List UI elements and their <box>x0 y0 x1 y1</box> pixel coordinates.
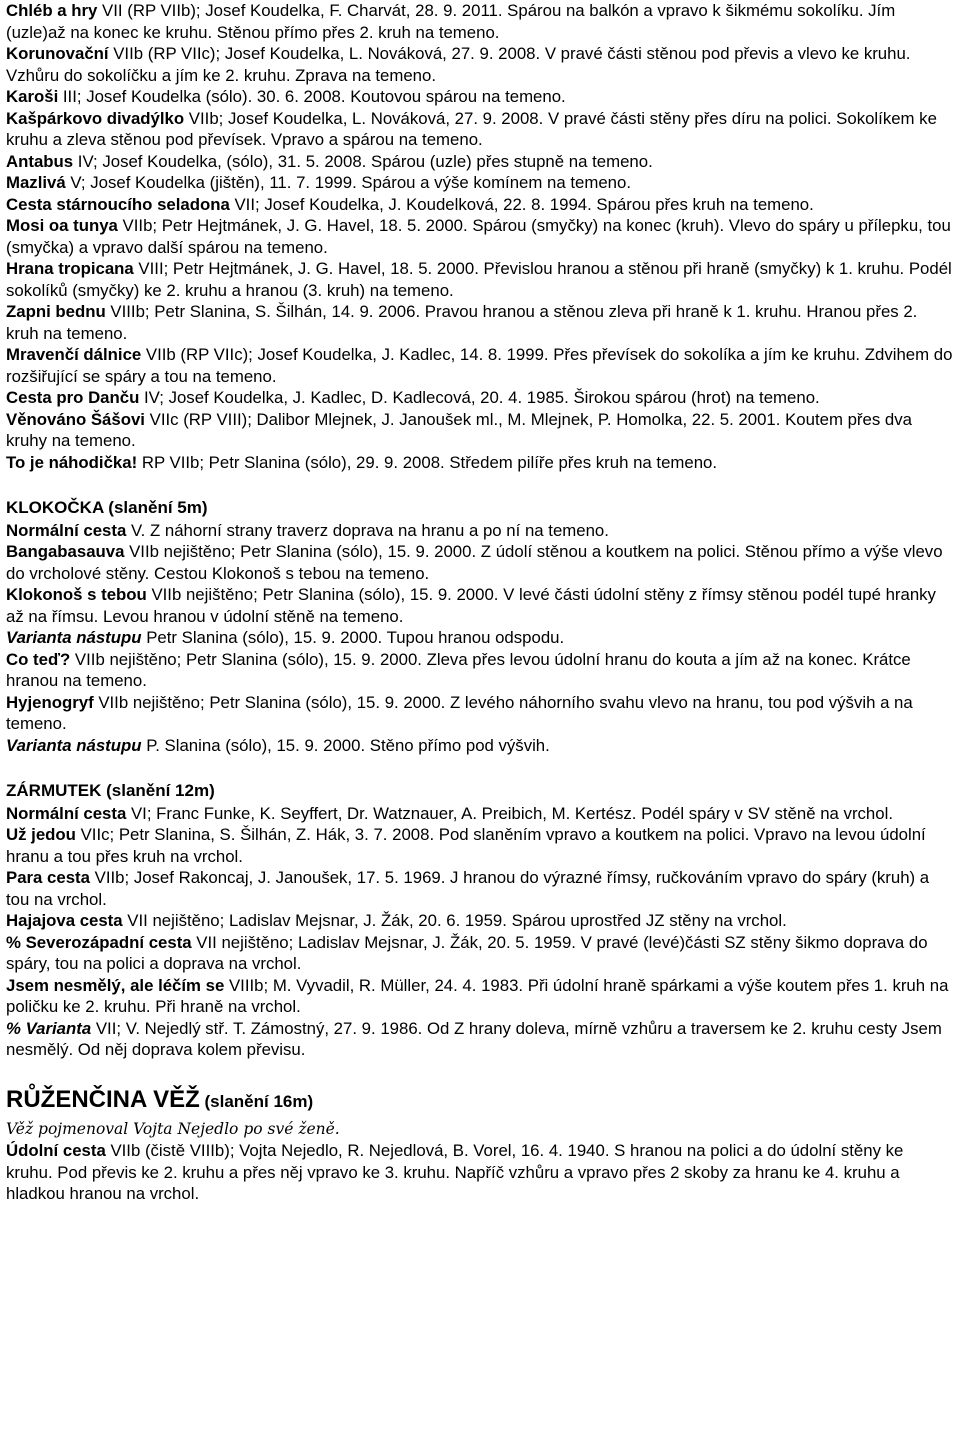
route-entry <box>6 215 954 258</box>
route-description: VIIb nejištěno; Petr Slanina (sólo), 15. 9. 2000. Z údolí stěnou a koutkem na polici. Stěnou přímo a výše vlevo do vrcholové stěny. Cestou Klokonoš s tebou na temeno. <box>6 542 943 583</box>
section-zarmutek <box>6 778 954 1061</box>
section-spacer <box>6 473 954 495</box>
route-description: P. Slanina (sólo), 15. 9. 2000. Stěno přímo pod výšvih. <box>141 735 550 755</box>
route-name: Cesta pro Danču <box>6 388 140 407</box>
route-entry <box>6 692 954 735</box>
route-list-continued <box>6 0 954 473</box>
section-klokocka <box>6 495 954 757</box>
route-entry <box>6 452 954 474</box>
route-entry <box>6 867 954 910</box>
route-name: Klokonoš s tebou <box>6 585 147 604</box>
route-name: Mosi oa tunya <box>6 216 118 235</box>
route-entry <box>6 301 954 344</box>
route-description: VIIb; Josef Koudelka, L. Nováková, 27. 9. 2008. V pravé části stěny přes díru na polici. Sokolíkem ke kruhu a zleva stěnou pod převísek. Vpravo a spárou na temeno. <box>6 108 937 149</box>
section-title-note: (slanění 16m) <box>199 1092 314 1111</box>
route-name: Mravenčí dálnice <box>6 345 142 364</box>
route-description: III; Josef Koudelka (sólo). 30. 6. 2008. Koutovou spárou na temeno. <box>58 87 566 106</box>
route-description: VIIb nejištěno; Petr Slanina (sólo), 15. 9. 2000. V levé části údolní stěny z římsy stěnou podél tupé hranky až na římsu. Levou hranou v údolní stěně na temeno. <box>6 585 936 626</box>
route-entry <box>6 627 954 649</box>
route-description: VIIb; Josef Rakoncaj, J. Janoušek, 17. 5. 1969. J hranou do výrazné římsy, ručkováním vpravo do spáry (kruh) a tou na vrchol. <box>6 868 930 909</box>
route-description: VIIb nejištěno; Petr Slanina (sólo), 15. 9. 2000. Zleva přes levou údolní hranu do kouta a jím až na konec. Krátce hranou na temeno. <box>6 649 911 690</box>
route-name: Korunovační <box>6 44 109 63</box>
route-entry <box>6 409 954 452</box>
route-name: Para cesta <box>6 868 90 887</box>
section-title-main: RŮŽENČINA VĚŽ <box>6 1086 200 1113</box>
route-entry <box>6 108 954 151</box>
route-description: IV; Josef Koudelka, J. Kadlec, D. Kadlecová, 20. 4. 1985. Širokou spárou (hrot) na temeno. <box>139 388 820 407</box>
route-description: VIIb nejištěno; Petr Slanina (sólo), 15. 9. 2000. Z levého náhorního svahu vlevo na hranu, tou pod výšvih a na temeno. <box>6 692 913 733</box>
route-entry <box>6 194 954 216</box>
section-spacer <box>6 1061 954 1083</box>
route-description: VIII; Petr Hejtmánek, J. G. Havel, 18. 5. 2000. Převislou hranou a stěnou při hraně (smyčky) k 1. kruhu. Podél sokolíků (smyčky) ke 2. kruhu a hranou (3. kruh) na temeno. <box>6 259 952 300</box>
route-name: Normální cesta <box>6 520 127 540</box>
route-entry <box>6 735 954 757</box>
route-entry <box>6 649 954 692</box>
route-description: VIIb (čistě VIIIb); Vojta Nejedlo, R. Nejedlová, B. Vorel, 16. 4. 1940. S hranou na polici a do údolní stěny ke kruhu. Pod převis ke 2. kruhu a přes něj vpravo ke 3. kruhu. Napříč vzhůru a vpravo přes 2 skoby za hranu ke 4. kruhu a hladkou hranou na vrchol. <box>6 1141 904 1203</box>
section-title <box>6 1082 954 1118</box>
route-entry <box>6 172 954 194</box>
route-name: Kašpárkovo divadýlko <box>6 108 185 128</box>
route-name: % Varianta <box>6 1018 92 1038</box>
route-entry <box>6 824 954 867</box>
route-description: VII nejištěno; Ladislav Mejsnar, J. Žák, 20. 5. 1959. V pravé (levé)části SZ stěny šikmo doprava do spáry, tou na polici a doprava na vrchol. <box>6 932 928 973</box>
route-entry <box>6 0 954 43</box>
route-name: Normální cesta <box>6 803 127 823</box>
route-name: Varianta nástupu <box>6 735 142 755</box>
route-entry <box>6 584 954 627</box>
route-entry <box>6 932 954 975</box>
route-entry <box>6 387 954 409</box>
route-description: VII (RP VIIb); Josef Koudelka, F. Charvát, 28. 9. 2011. Spárou na balkón a vpravo k šikmému sokolíku. Jím (uzle)až na konec ke kruhu. Stěnou přímo přes 2. kruh na temeno. <box>6 1 896 42</box>
route-name: Už jedou <box>6 825 76 844</box>
route-description: VIIIb; M. Vyvadil, R. Müller, 24. 4. 1983. Při údolní hraně spárkami a výše koutem přes 1. kruh na poličku ke 2. kruhu. Při hraně na vrchol. <box>6 975 949 1016</box>
route-name: Věnováno Šášovi <box>6 409 145 429</box>
route-description: VII; V. Nejedlý stř. T. Zámostný, 27. 9. 1986. Od Z hrany doleva, mírně vzhůru a traversem ke 2. kruhu cesty Jsem nesmělý. Od něj doprava kolem převisu. <box>6 1018 942 1059</box>
route-entry <box>6 43 954 86</box>
route-entry <box>6 975 954 1018</box>
route-description: VII nejištěno; Ladislav Mejsnar, J. Žák, 20. 6. 1959. Spárou uprostřed JZ stěny na vrchol. <box>122 911 787 930</box>
route-guide-page <box>6 0 954 1205</box>
route-name: % Severozápadní cesta <box>6 932 192 952</box>
route-description: V; Josef Koudelka (jištěn), 11. 7. 1999. Spárou a výše komínem na temeno. <box>65 173 631 192</box>
route-entry <box>6 86 954 108</box>
route-entry <box>6 1140 954 1205</box>
tower-note: Věž pojmenoval Vojta Nejedlo po své ženě. <box>6 1120 340 1138</box>
route-name: Antabus <box>6 151 74 171</box>
route-entry <box>6 803 954 825</box>
route-entry <box>6 1018 954 1061</box>
route-description: IV; Josef Koudelka, (sólo), 31. 5. 2008. Spárou (uzle) přes stupně na temeno. <box>73 151 653 171</box>
route-name: Údolní cesta <box>6 1141 106 1160</box>
route-entry <box>6 344 954 387</box>
route-description: VIIb (RP VIIc); Josef Koudelka, J. Kadlec, 14. 8. 1999. Přes převísek do sokolíka a jím ke kruhu. Zdvihem do rozšiřující se spáry a tou na temeno. <box>6 345 953 386</box>
section-title: KLOKOČKA (slanění 5m) <box>6 497 208 517</box>
route-list <box>6 520 954 757</box>
route-entry <box>6 910 954 932</box>
route-description: VIIc (RP VIII); Dalibor Mlejnek, J. Janoušek ml., M. Mlejnek, P. Homolka, 22. 5. 2001. Koutem přes dva kruhy na temeno. <box>6 409 912 450</box>
route-description: RP VIIb; Petr Slanina (sólo), 29. 9. 2008. Středem pilíře přes kruh na temeno. <box>137 452 718 472</box>
section-title: ZÁRMUTEK (slanění 12m) <box>6 780 215 800</box>
route-name: Hrana tropicana <box>6 259 134 278</box>
route-description: V. Z náhorní strany traverz doprava na hranu a po ní na temeno. <box>126 520 609 540</box>
route-description: Petr Slanina (sólo), 15. 9. 2000. Tupou hranou odspodu. <box>141 628 565 647</box>
route-name: To je náhodička! <box>6 452 138 472</box>
route-name: Hyjenogryf <box>6 692 94 712</box>
route-entry <box>6 541 954 584</box>
route-description: VIIb; Petr Hejtmánek, J. G. Havel, 18. 5. 2000. Spárou (smyčky) na konec (kruh). Vlevo do spáry u přílepku, tou (smyčka) a vpravo další spárou na temeno. <box>6 216 951 257</box>
route-name: Varianta nástupu <box>6 628 142 647</box>
route-list <box>6 803 954 1061</box>
route-name: Zapni bednu <box>6 302 106 321</box>
route-entry <box>6 258 954 301</box>
route-description: VII; Josef Koudelka, J. Koudelková, 22. 8. 1994. Spárou přes kruh na temeno. <box>229 194 814 214</box>
route-name: Cesta stárnoucího seladona <box>6 194 230 214</box>
route-name: Mazlivá <box>6 173 66 192</box>
route-description: VI; Franc Funke, K. Seyffert, Dr. Watznauer, A. Preibich, M. Kertész. Podél spáry v SV stěně na vrchol. <box>126 803 893 823</box>
route-name: Chléb a hry <box>6 1 98 20</box>
section-spacer <box>6 756 954 778</box>
route-name: Karoši <box>6 87 59 106</box>
section-ruzencina <box>6 1082 954 1205</box>
route-name: Bangabasauva <box>6 542 125 561</box>
route-name: Hajajova cesta <box>6 911 123 930</box>
route-entry <box>6 151 954 173</box>
route-name: Co teď? <box>6 649 71 669</box>
route-description: VIIc; Petr Slanina, S. Šilhán, Z. Hák, 3. 7. 2008. Pod slaněním vpravo a koutkem na polici. Vpravo na levou údolní hranu a tou přes kruh na vrchol. <box>6 825 926 866</box>
route-description: VIIIb; Petr Slanina, S. Šilhán, 14. 9. 2006. Pravou hranou a stěnou zleva při hraně k 1. kruhu. Hranou přes 2. kruh na temeno. <box>6 302 918 343</box>
route-list <box>6 1140 954 1205</box>
route-name: Jsem nesmělý, ale léčím se <box>6 975 225 995</box>
route-description: VIIb (RP VIIc); Josef Koudelka, L. Nováková, 27. 9. 2008. V pravé části stěnou pod převis a vlevo ke kruhu. Vzhůru do sokolíčku a jím ke 2. kruhu. Zprava na temeno. <box>6 44 911 85</box>
route-entry <box>6 520 954 542</box>
